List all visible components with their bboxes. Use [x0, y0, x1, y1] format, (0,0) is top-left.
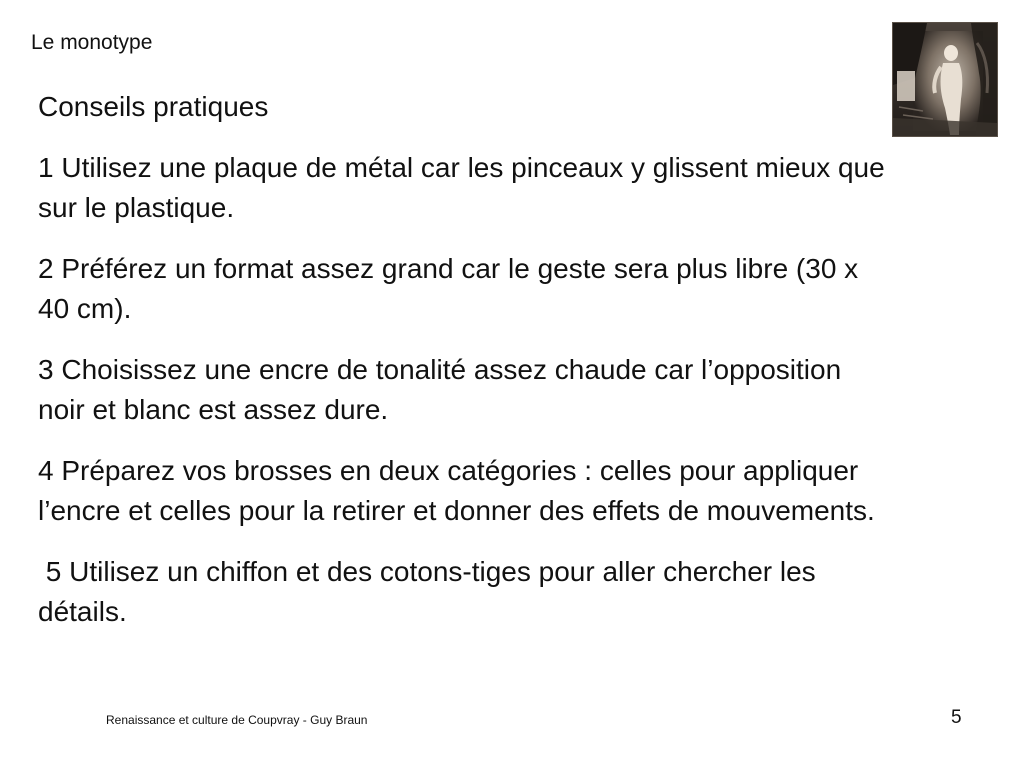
tip-item-4: 4 Préparez vos brosses en deux catégories : celles pour appliquer l’encre et celles pour la retirer et donner des effets de mouvements. [38, 455, 875, 526]
page-number: 5 [951, 707, 962, 728]
artwork-thumbnail [892, 22, 998, 137]
tip-item-1: 1 Utilisez une plaque de métal car les pinceaux y glissent mieux que sur le plastique. [38, 152, 893, 223]
tip-item-5: 5 Utilisez un chiffon et des cotons-tiges pour aller chercher les détails. [38, 556, 824, 627]
tips-content [38, 87, 893, 653]
section-heading: Conseils pratiques [38, 91, 269, 122]
slide-title: Le monotype [31, 31, 153, 54]
tip-item-3: 3 Choisissez une encre de tonalité assez chaude car l’opposition noir et blanc est assez dure. [38, 354, 849, 425]
tip-item-2: 2 Préférez un format assez grand car le geste sera plus libre (30 x 40 cm). [38, 253, 866, 324]
footer-credit: Renaissance et culture de Coupvray - Guy Braun [106, 713, 368, 727]
